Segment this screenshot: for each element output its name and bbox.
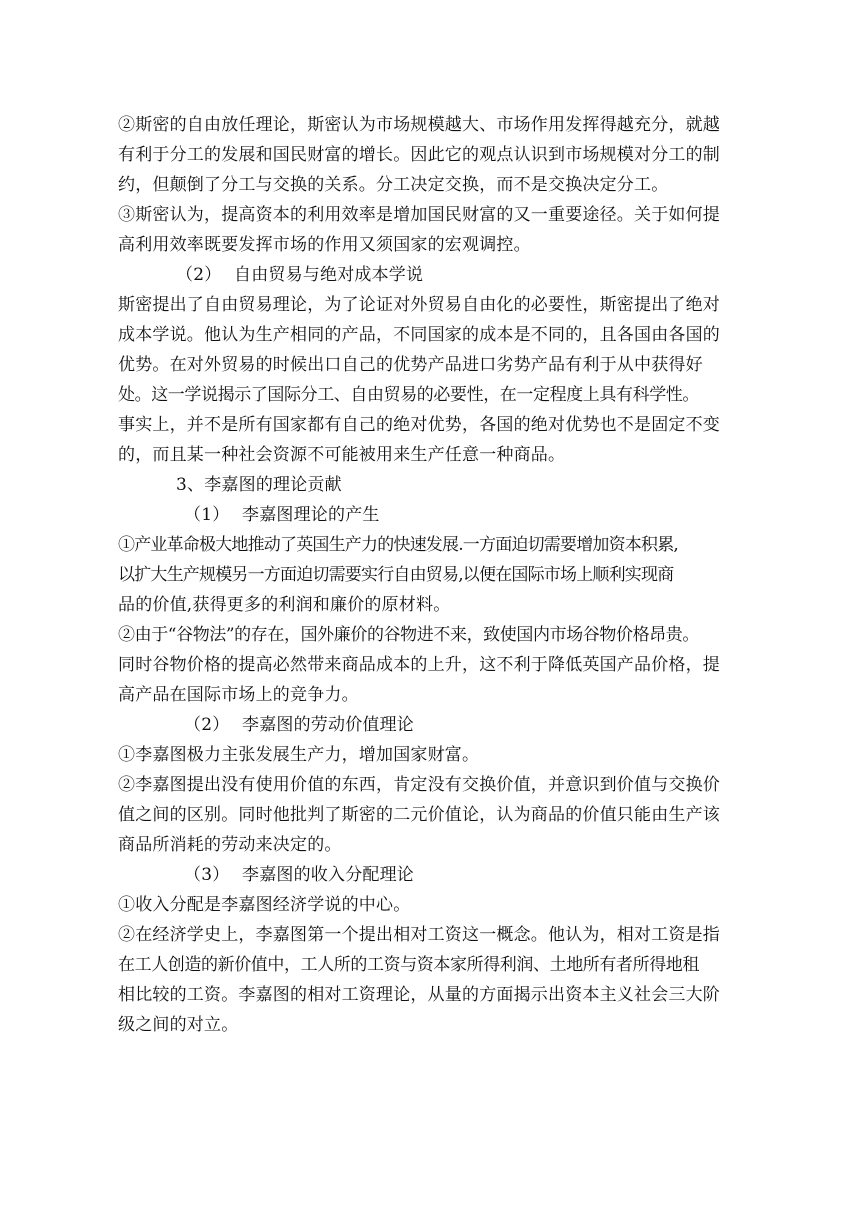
subsection-number: （1） (184, 505, 230, 525)
paragraph-line: ②在经济学史上，李嘉图第一个提出相对工资这一概念。他认为，相对工资是指 (118, 925, 720, 945)
section-heading (118, 260, 742, 290)
paragraph-line: 处。这一学说揭示了国际分工、自由贸易的必要性，在一定程度上具有科学性。 (118, 385, 699, 405)
paragraph-line: ②李嘉图提出没有使用价值的东西，肯定没有交换价值，并意识到价值与交换价 (118, 775, 720, 795)
paragraph-line: 高产品在国际市场上的竞争力。 (118, 685, 359, 705)
paragraph-line: 同时谷物价格的提高必然带来商品成本的上升，这不利于降低英国产品价格，提 (118, 655, 720, 675)
paragraph-line: 品的价值,获得更多的利润和廉价的原材料。 (118, 595, 451, 615)
paragraph-line: ①李嘉图极力主张发展生产力，增加国家财富。 (118, 745, 480, 765)
paragraph-line: 高利用效率既要发挥市场的作用又须国家的宏观调控。 (118, 235, 531, 255)
paragraph-line: ②由于“谷物法”的存在，国外廉价的谷物进不来，致使国内市场谷物价格昂贵。 (118, 625, 699, 645)
subsection-title: 李嘉图的劳动价值理论 (242, 715, 414, 735)
subsection-title: 李嘉图理论的产生 (242, 505, 380, 525)
section-title: 自由贸易与绝对成本学说 (234, 265, 424, 285)
paragraph-line: 值之间的区别。同时他批判了斯密的二元价值论，认为商品的价值只能由生产该 (118, 805, 720, 825)
document-body (118, 110, 742, 1040)
paragraph-line: ②斯密的自由放任理论，斯密认为市场规模越大、市场作用发挥得越充分，就越 (118, 115, 720, 135)
paragraph-line: 在工人创造的新价值中，工人所的工资与资本家所得利润、土地所有者所得地租 (118, 955, 699, 975)
subsection-number: （3） (184, 865, 230, 885)
subsection-number: （2） (184, 715, 230, 735)
paragraph-line: 的，而且某一种社会资源不可能被用来生产任意一种商品。 (118, 445, 566, 465)
paragraph-line: ③斯密认为，提高资本的利用效率是增加国民财富的又一重要途径。关于如何提 (118, 205, 720, 225)
paragraph-line: 相比较的工资。李嘉图的相对工资理论，从量的方面揭示出资本主义社会三大阶 (118, 985, 720, 1005)
paragraph-line: ①收入分配是李嘉图经济学说的中心。 (118, 895, 411, 915)
paragraph-line: 级之间的对立。 (118, 1015, 239, 1035)
paragraph-line: 以扩大生产规模另一方面迫切需要实行自由贸易,以便在国际市场上顺利实现商 (118, 565, 674, 585)
subsection-title: 李嘉图的收入分配理论 (242, 865, 414, 885)
paragraph-line: 约，但颠倒了分工与交换的关系。分工决定交换，而不是交换决定分工。 (118, 175, 669, 195)
paragraph-line: ①产业革命极大地推动了英国生产力的快速发展.一方面迫切需要增加资本积累, (118, 535, 679, 555)
paragraph-line: 事实上，并不是所有国家都有自己的绝对优势，各国的绝对优势也不是固定不变 (118, 415, 720, 435)
subsection-heading (118, 500, 742, 530)
paragraph-line: 商品所消耗的劳动来决定的。 (118, 835, 342, 855)
subsection-heading (118, 710, 742, 740)
section-number: （2） (176, 265, 222, 285)
chapter-heading: 3、李嘉图的理论贡献 (176, 475, 342, 495)
paragraph-line: 优势。在对外贸易的时候出口自己的优势产品进口劣势产品有利于从中获得好 (118, 355, 703, 375)
paragraph-line: 有利于分工的发展和国民财富的增长。因此它的观点认识到市场规模对分工的制 (118, 145, 720, 165)
subsection-heading (118, 860, 742, 890)
paragraph-line: 斯密提出了自由贸易理论，为了论证对外贸易自由化的必要性，斯密提出了绝对 (118, 295, 720, 315)
paragraph-line: 成本学说。他认为生产相同的产品，不同国家的成本是不同的，且各国由各国的 (118, 325, 720, 345)
